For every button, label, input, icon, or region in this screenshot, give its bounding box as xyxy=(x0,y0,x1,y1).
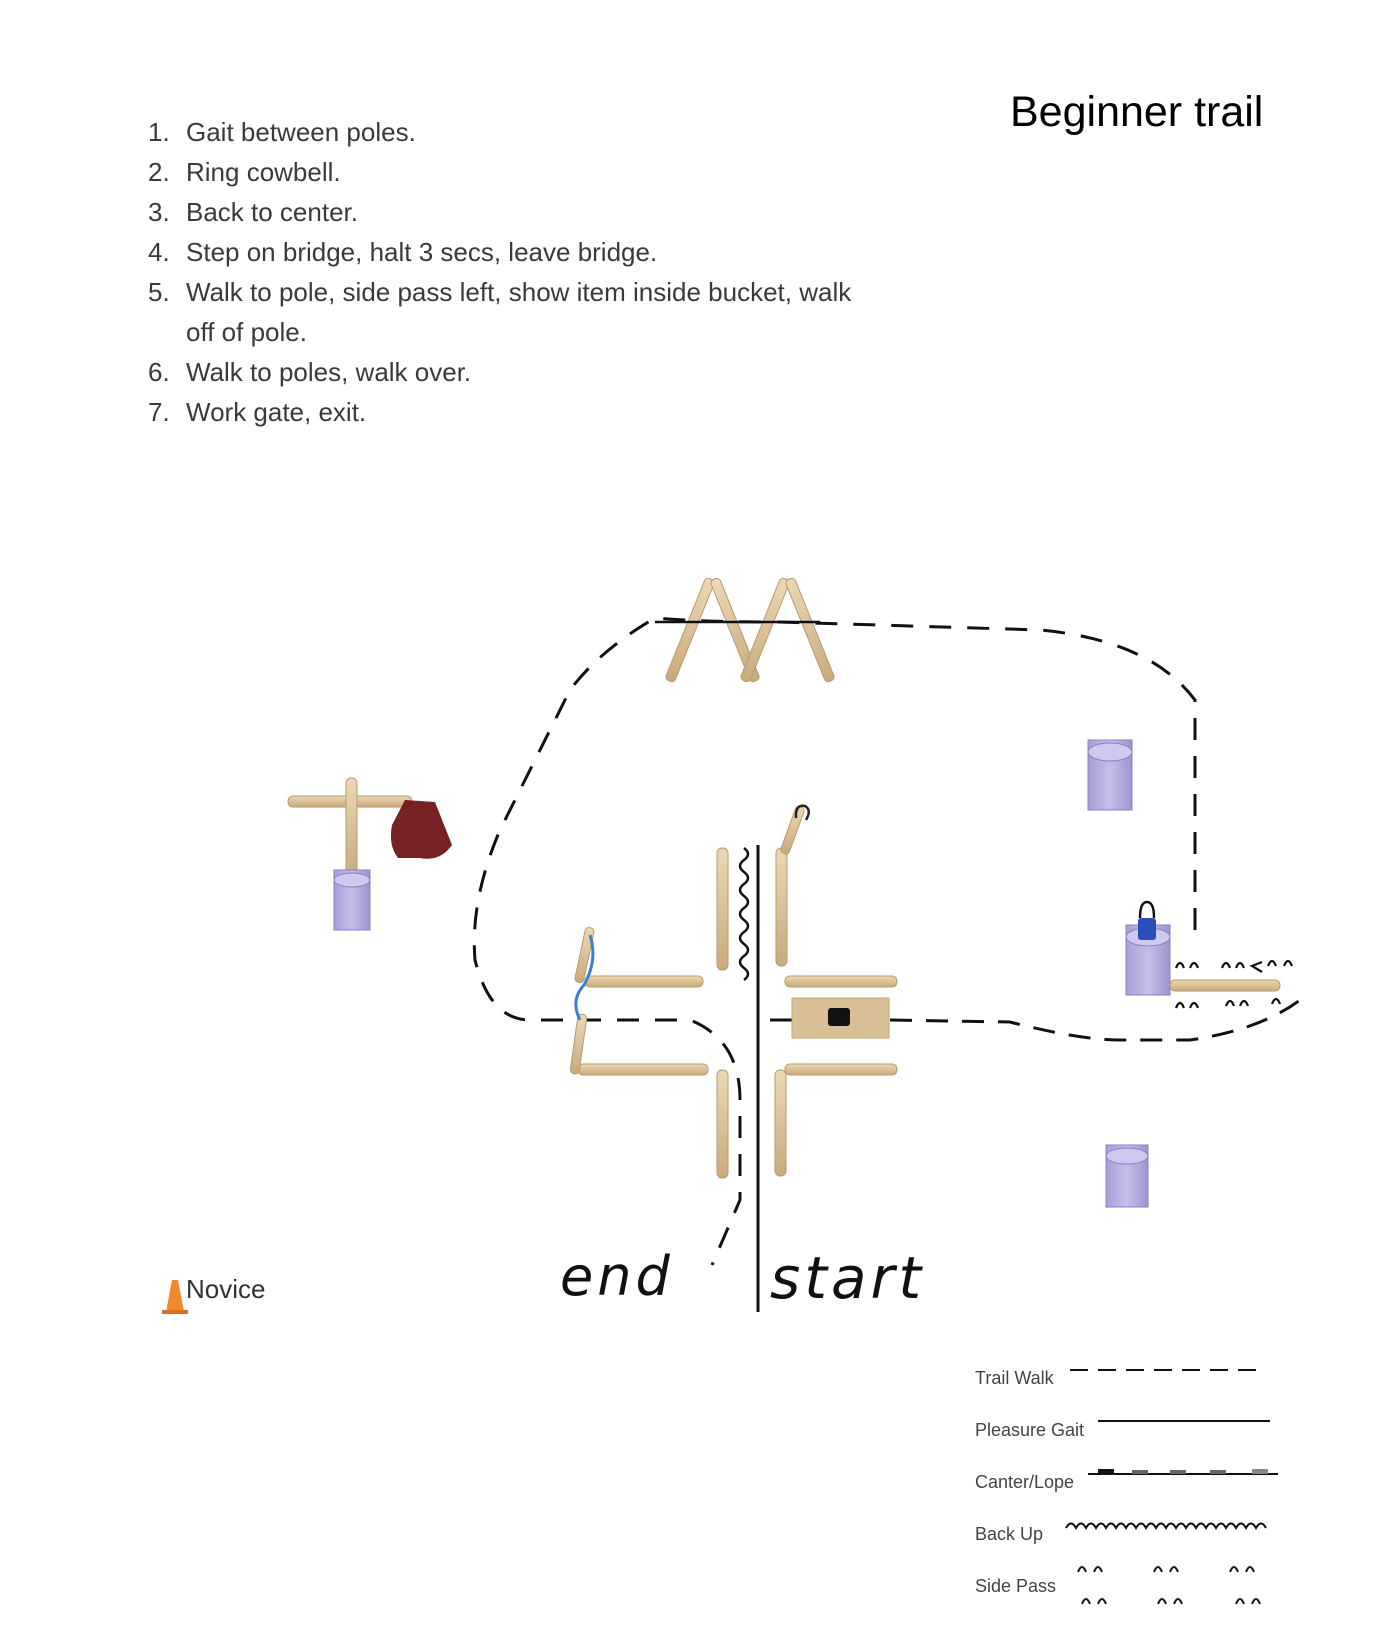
bridge-halt-marker xyxy=(828,1008,850,1026)
instruction-text: Ring cowbell. xyxy=(186,157,341,187)
pole xyxy=(785,577,835,683)
trail-walk-path-start xyxy=(1160,600,1195,700)
instruction-number: 6. xyxy=(148,357,170,387)
start-label: start xyxy=(770,1244,926,1312)
pole xyxy=(585,976,703,987)
instruction-text: Work gate, exit. xyxy=(186,397,367,427)
side-pass-arrow xyxy=(1252,962,1262,972)
pole xyxy=(665,577,715,683)
instruction-number: 7. xyxy=(148,397,170,427)
instruction-number: 1. xyxy=(148,117,170,147)
legend-side-pass-marks xyxy=(1078,1567,1260,1604)
legend-trail-walk-label: Trail Walk xyxy=(975,1368,1054,1388)
cowbell-stand xyxy=(288,778,452,930)
instruction-number: 4. xyxy=(148,237,170,267)
instruction-text: Gait between poles. xyxy=(186,117,416,147)
pole xyxy=(780,805,806,855)
pole xyxy=(578,1064,708,1075)
legend-canter-lope-line xyxy=(1088,1469,1278,1474)
instruction-number: 5. xyxy=(148,277,170,307)
instruction-text: Walk to poles, walk over. xyxy=(186,357,472,387)
pole xyxy=(717,1070,728,1178)
page-title: Beginner trail xyxy=(1010,88,1264,136)
legend-canter-lope-label: Canter/Lope xyxy=(975,1472,1075,1492)
legend-back-up-line xyxy=(1066,1524,1266,1529)
barrel xyxy=(1088,740,1132,810)
side-pass-pole xyxy=(1170,980,1280,991)
level-label: Novice xyxy=(186,1274,266,1304)
cone-icon xyxy=(162,1280,188,1314)
back-up-line xyxy=(740,848,748,980)
zigzag-poles xyxy=(665,577,835,683)
instruction-number: 2. xyxy=(148,157,170,187)
bucket-icon xyxy=(1138,902,1156,940)
pole xyxy=(346,778,357,878)
pole xyxy=(775,1070,786,1176)
pole xyxy=(776,848,787,966)
end-label: end xyxy=(560,1245,674,1308)
pole xyxy=(740,577,790,683)
instruction-number: 3. xyxy=(148,197,170,227)
barrel xyxy=(334,870,370,930)
instruction-text: Walk to pole, side pass left, show item inside bucket, walk off of pole. xyxy=(186,277,852,347)
cowbell-icon xyxy=(391,800,452,859)
pole xyxy=(785,1064,897,1075)
barrel xyxy=(1106,1145,1148,1207)
pole xyxy=(717,848,728,970)
instruction-text: Back to center. xyxy=(186,197,358,227)
pole xyxy=(785,976,897,987)
legend-pleasure-gait-label: Pleasure Gait xyxy=(975,1420,1085,1440)
instruction-text: Step on bridge, halt 3 secs, leave bridge. xyxy=(186,237,658,267)
legend-back-up-label: Back Up xyxy=(975,1524,1044,1544)
legend-side-pass-label: Side Pass xyxy=(975,1576,1057,1596)
